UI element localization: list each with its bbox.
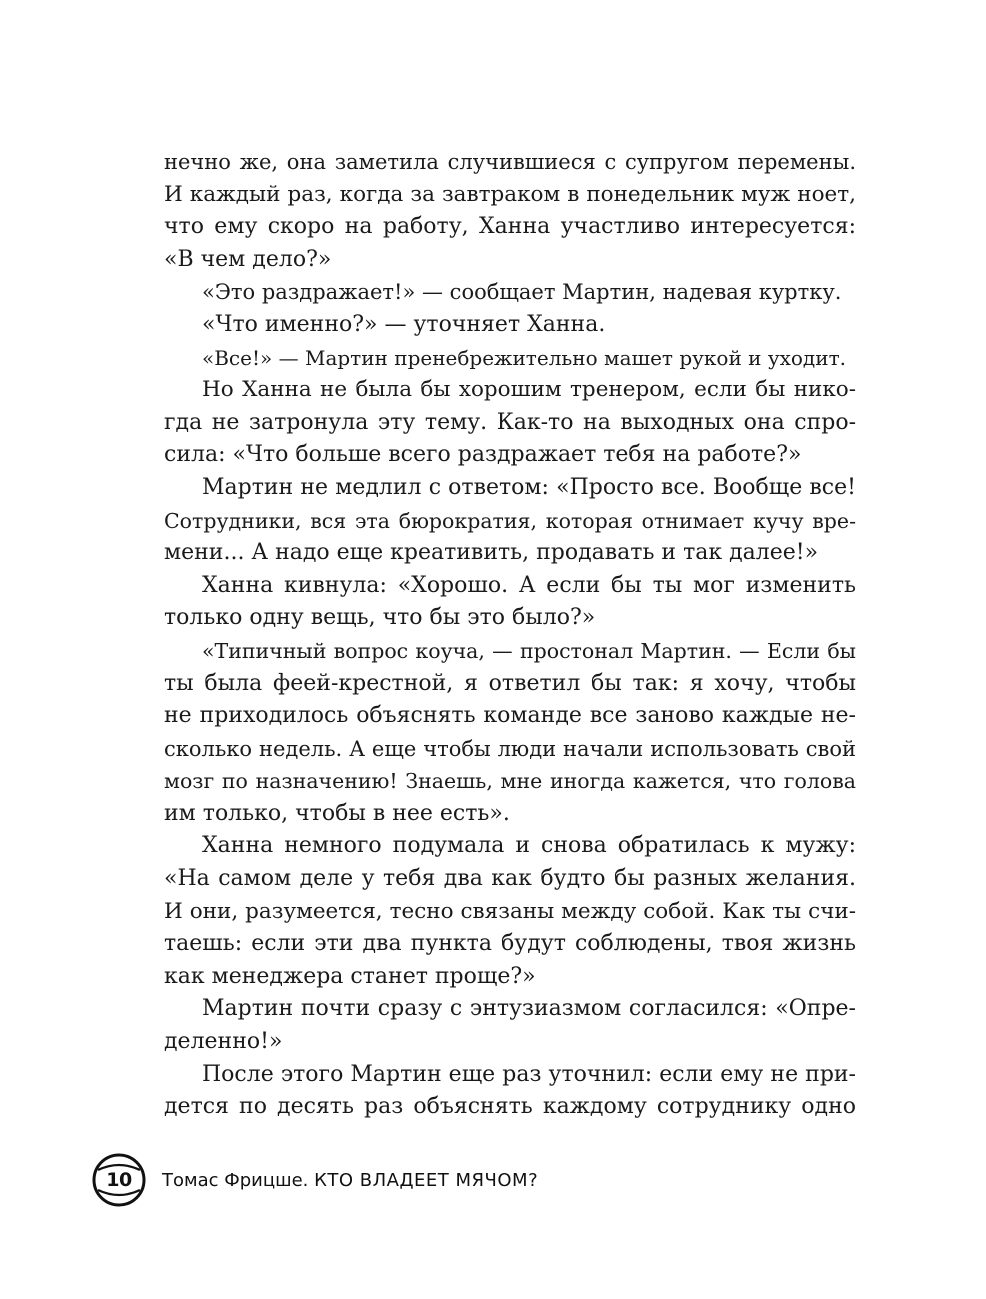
running-head-author: Томас Фрицше.: [162, 1169, 309, 1191]
text-line: «Это раздражает!» — сообщает Мартин, надевая куртку.: [202, 280, 842, 305]
text-line: таешь: если эти два пункта будут соблюдены, твоя жизнь: [164, 931, 856, 957]
text-line: как менеджера станет проще?»: [164, 963, 536, 989]
text-line: ты была феей-крестной, я ответил бы так: я хочу, чтобы: [164, 670, 856, 696]
text-line: мени... А надо еще креативить, продавать и так далее!»: [164, 540, 819, 566]
text-line: «Типичный вопрос коуча, — простонал Мартин. — Если бы: [202, 638, 856, 663]
page-footer: [92, 1152, 538, 1208]
text-line: «Что именно?» — уточняет Ханна.: [202, 311, 606, 337]
text-line: нечно же, она заметила случившиеся с супругом перемены.: [164, 150, 856, 174]
text-line: мозг по назначению! Знаешь, мне иногда кажется, что голова: [164, 769, 856, 794]
text-line: деленно!»: [164, 1029, 283, 1055]
text-line: Сотрудники, вся эта бюрократия, которая отнимает кучу вре-: [164, 508, 856, 533]
text-line: дется по десять раз объяснять каждому сотруднику одно: [164, 1094, 856, 1120]
text-line: Ханна немного подумала и снова обратилась к мужу:: [202, 833, 856, 859]
text-line: только одну вещь, что бы это было?»: [164, 605, 596, 631]
text-line: «Все!» — Мартин пренебрежительно машет рукой и уходит.: [202, 345, 846, 370]
text-line: что ему скоро на работу, Ханна участливо интересуется:: [164, 214, 856, 240]
body-text: [164, 146, 856, 1124]
text-line: Мартин не медлил с ответом: «Просто все. Вообще все!: [202, 474, 856, 500]
text-line: сила: «Что больше всего раздражает тебя на работе?»: [164, 442, 802, 468]
text-line: Но Ханна не была бы хорошим тренером, если бы нико-: [202, 377, 856, 403]
text-line: И каждый раз, когда за завтраком в понедельник муж ноет,: [164, 181, 856, 207]
running-head-title: КТО ВЛАДЕЕТ МЯЧОМ?: [314, 1169, 539, 1191]
text-line: И они, разумеется, тесно связаны между собой. Как ты счи-: [164, 898, 856, 924]
running-head: [162, 1170, 538, 1191]
text-line: «В чем дело?»: [164, 246, 332, 272]
text-line: «На самом деле у тебя два как будто бы разных желания.: [164, 866, 856, 892]
text-line: не приходилось объяснять команде все заново каждые не-: [164, 703, 856, 729]
text-line: гда не затронула эту тему. Как-то на выходных она спро-: [164, 409, 856, 435]
text-line: сколько недель. А еще чтобы люди начали использовать свой: [164, 736, 856, 761]
text-line: им только, чтобы в нее есть».: [164, 800, 510, 826]
page-number-badge: [92, 1153, 146, 1207]
page-number: 10: [106, 1169, 132, 1191]
text-line: Мартин почти сразу с энтузиазмом согласился: «Опре-: [202, 996, 856, 1022]
text-line: Ханна кивнула: «Хорошо. А если бы ты мог изменить: [202, 572, 856, 598]
text-line: После этого Мартин еще раз уточнил: если ему не при-: [202, 1061, 856, 1087]
